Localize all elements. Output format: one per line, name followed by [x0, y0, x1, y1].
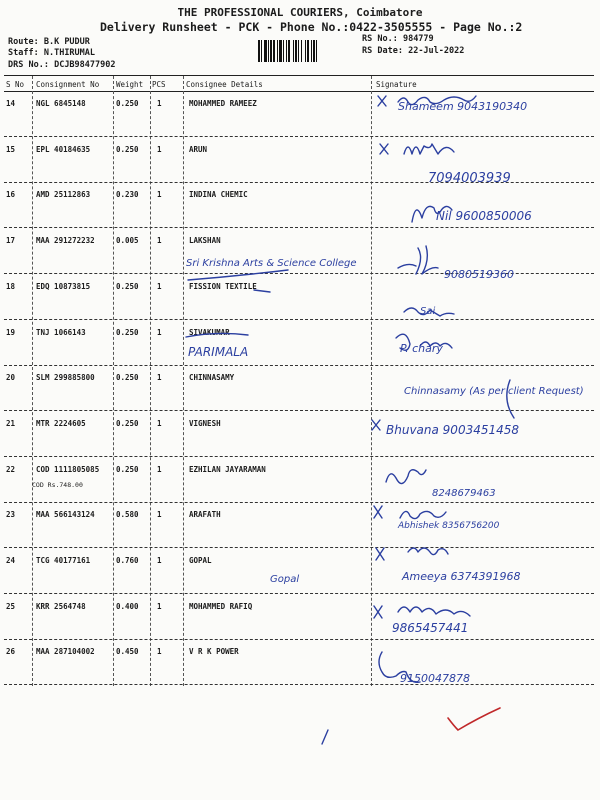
- row-divider: [4, 456, 594, 457]
- rs-date-line: [362, 46, 464, 56]
- barcode-bar: [295, 40, 297, 62]
- row-cod-amount: COD Rs.748.00: [32, 481, 83, 489]
- row-divider: [4, 502, 594, 503]
- route-line: [8, 37, 90, 47]
- row-sno: 14: [6, 99, 16, 108]
- row-divider: [4, 410, 594, 411]
- col-divider: [113, 76, 114, 686]
- row-divider: [4, 593, 594, 594]
- row-consignee: V R K POWER: [189, 647, 239, 656]
- signature-cross-mark: [380, 144, 388, 154]
- row-consignment-no: TNJ 1066143: [36, 328, 86, 337]
- signature-cross-mark: [376, 548, 384, 560]
- signature-scribble: [398, 246, 438, 274]
- handwritten-signature: 9150047878: [400, 672, 470, 685]
- col-divider: [371, 76, 372, 686]
- row-sno: 16: [6, 190, 16, 199]
- row-sno: 24: [6, 556, 16, 565]
- barcode-bar: [298, 40, 299, 62]
- table-header-rule: [4, 91, 594, 92]
- row-consignment-no: EPL 40184635: [36, 145, 91, 154]
- barcode-bar: [316, 40, 317, 62]
- handwritten-signature: Sai: [420, 306, 436, 317]
- row-weight: 0.250: [116, 99, 139, 108]
- company-title: THE PROFESSIONAL COURIERS, Coimbatore: [177, 6, 423, 19]
- signature-cross-mark: [374, 606, 382, 618]
- row-consignment-no: EDQ 10873815: [36, 282, 91, 291]
- row-divider: [4, 639, 594, 640]
- handwritten-signature: Ameeya 6374391968: [402, 570, 521, 583]
- row-weight: 0.230: [116, 190, 139, 199]
- row-pcs: 1: [157, 282, 162, 291]
- drs-line: [8, 60, 116, 70]
- handwritten-note-underline: [188, 270, 288, 280]
- row-weight: 0.250: [116, 328, 139, 337]
- staff-label: Staff:: [8, 48, 39, 58]
- rs-date-label: RS Date:: [362, 46, 403, 56]
- barcode-bar: [264, 40, 267, 62]
- row-pcs: 1: [157, 465, 162, 474]
- handwritten-signature: 9865457441: [392, 621, 469, 635]
- row-pcs: 1: [157, 328, 162, 337]
- row-consignee: VIGNESH: [189, 419, 221, 428]
- row-consignee: ARUN: [189, 145, 208, 154]
- barcode-bar: [279, 40, 282, 62]
- barcode-bar: [273, 40, 275, 62]
- barcode-bar: [258, 40, 260, 62]
- signature-bracket: [507, 380, 514, 418]
- row-divider: [4, 319, 594, 320]
- red-check-mark: [448, 708, 500, 730]
- row-consignee: FISSION TEXTILE: [189, 282, 257, 291]
- handwritten-signature: Chinnasamy (As per client Request): [404, 386, 584, 397]
- signature-scribble: [412, 206, 452, 222]
- row-consignee: INDINA CHEMIC: [189, 190, 248, 199]
- row-divider: [4, 182, 594, 183]
- barcode-bar: [293, 40, 294, 62]
- rs-no-value: 984779: [402, 34, 434, 44]
- row-pcs: 1: [157, 419, 162, 428]
- barcode-bar: [286, 40, 287, 62]
- row-consignee: LAKSHAN: [189, 236, 221, 245]
- row-consignment-no: NGL 6845148: [36, 99, 86, 108]
- signature-scribble: [398, 96, 476, 105]
- barcode-bar: [270, 40, 272, 62]
- barcode-bar: [277, 40, 278, 62]
- rs-no-label: RS No.:: [362, 34, 398, 44]
- signature-scribble: [400, 511, 446, 518]
- barcode-bar: [307, 40, 309, 62]
- row-weight: 0.250: [116, 373, 139, 382]
- row-weight: 0.580: [116, 510, 139, 519]
- barcode-bar: [283, 40, 284, 62]
- handwritten-signature: 8248679463: [432, 488, 496, 499]
- row-sno: 18: [6, 282, 16, 291]
- row-pcs: 1: [157, 602, 162, 611]
- drs-value: DCJB98477902: [54, 60, 116, 70]
- row-consignment-no: KRR 2564748: [36, 602, 86, 611]
- row-consignee: GOPAL: [189, 556, 212, 565]
- row-sno: 26: [6, 647, 16, 656]
- row-pcs: 1: [157, 145, 162, 154]
- row-weight: 0.450: [116, 647, 139, 656]
- row-sno: 19: [6, 328, 16, 337]
- signature-cross-mark: [372, 420, 380, 430]
- row-pcs: 1: [157, 99, 162, 108]
- barcode-bar: [311, 40, 312, 62]
- handwritten-signature: Nil 9600850006: [436, 209, 532, 223]
- col-divider: [183, 76, 184, 686]
- row-consignment-no: MTR 2224605: [36, 419, 86, 428]
- row-weight: 0.400: [116, 602, 139, 611]
- barcode-bar: [261, 40, 262, 62]
- col-header-pcs: PCS: [152, 80, 166, 89]
- row-pcs: 1: [157, 647, 162, 656]
- signature-scribble: [404, 308, 454, 316]
- row-divider: [4, 227, 594, 228]
- signature-scribble: [408, 548, 448, 555]
- signature-cross-mark: [378, 96, 386, 106]
- row-sno: 15: [6, 145, 16, 154]
- drs-label: DRS No.:: [8, 60, 49, 70]
- barcode-bar: [301, 40, 302, 62]
- handwritten-signature: P. chary: [400, 342, 443, 355]
- row-sno: 17: [6, 236, 16, 245]
- handwritten-note: Sri Krishna Arts & Science College: [186, 258, 357, 269]
- route-value: B.K PUDUR: [43, 37, 90, 47]
- row-consignee: ARAFATH: [189, 510, 221, 519]
- row-consignment-no: COD 1111805085: [36, 465, 100, 474]
- col-header-consignee: Consignee Details: [186, 80, 263, 89]
- row-sno: 25: [6, 602, 16, 611]
- row-divider: [4, 273, 594, 274]
- rs-no-line: [362, 34, 434, 44]
- row-consignment-no: MAA 566143124: [36, 510, 95, 519]
- barcode: [258, 40, 358, 62]
- row-weight: 0.760: [116, 556, 139, 565]
- row-pcs: 1: [157, 510, 162, 519]
- staff-value: N.THIRUMAL: [43, 48, 96, 58]
- route-label: Route:: [8, 37, 39, 47]
- signature-scribble: [386, 470, 426, 484]
- barcode-bar: [268, 40, 269, 62]
- row-consignee: EZHILAN JAYARAMAN: [189, 465, 266, 474]
- col-header-consignment: Consignment No: [36, 80, 100, 89]
- handwritten-signature: Abhishek 8356756200: [398, 521, 500, 531]
- row-consignee: CHINNASAMY: [189, 373, 235, 382]
- row-consignee: MOHAMMED RAMEEZ: [189, 99, 257, 108]
- row-pcs: 1: [157, 236, 162, 245]
- row-consignment-no: MAA 291272232: [36, 236, 95, 245]
- signature-cross-mark: [374, 506, 382, 518]
- col-divider: [32, 76, 33, 686]
- col-header-sno: S No: [6, 80, 25, 89]
- row-sno: 22: [6, 465, 16, 474]
- row-weight: 0.250: [116, 145, 139, 154]
- row-weight: 0.250: [116, 282, 139, 291]
- col-header-signature: Signature: [376, 80, 417, 89]
- barcode-bar: [313, 40, 315, 62]
- col-divider: [150, 76, 151, 686]
- row-divider: [4, 684, 594, 685]
- handwritten-signature: Shameem 9043190340: [398, 100, 528, 113]
- row-consignee: SIVAKUMAR: [189, 328, 230, 337]
- rs-date-value: 22-Jul-2022: [408, 46, 465, 56]
- handwritten-signature: Bhuvana 9003451458: [386, 423, 520, 437]
- row-consignee: MOHAMMED RAFIQ: [189, 602, 253, 611]
- row-weight: 0.005: [116, 236, 139, 245]
- handwritten-signature: 7094003939: [428, 171, 511, 186]
- table-top-rule: [4, 75, 594, 76]
- row-divider: [4, 547, 594, 548]
- handwritten-signature: 9080519360: [444, 268, 514, 281]
- row-pcs: 1: [157, 190, 162, 199]
- row-divider: [4, 136, 594, 137]
- row-consignment-no: MAA 287104002: [36, 647, 95, 656]
- row-weight: 0.250: [116, 465, 139, 474]
- row-sno: 21: [6, 419, 16, 428]
- runsheet-title: Delivery Runsheet - PCK - Phone No.:0422-3505555 - Page No.:2: [100, 20, 523, 34]
- staff-line: [8, 48, 95, 58]
- handwritten-note: Gopal: [270, 574, 300, 585]
- signature-scribble: [398, 607, 470, 616]
- stray-pen-mark: [322, 730, 328, 744]
- signature-scribble: [379, 652, 420, 682]
- col-header-weight: Weight: [116, 80, 144, 89]
- signature-scribble: [396, 334, 452, 350]
- row-sno: 23: [6, 510, 16, 519]
- row-consignment-no: AMD 25112863: [36, 190, 91, 199]
- handwritten-note: PARIMALA: [188, 345, 249, 359]
- barcode-bar: [305, 40, 306, 62]
- row-weight: 0.250: [116, 419, 139, 428]
- row-pcs: 1: [157, 373, 162, 382]
- row-divider: [4, 365, 594, 366]
- row-consignment-no: TCG 40177161: [36, 556, 91, 565]
- row-pcs: 1: [157, 556, 162, 565]
- row-sno: 20: [6, 373, 16, 382]
- row-consignment-no: SLM 299885800: [36, 373, 95, 382]
- barcode-bar: [288, 40, 290, 62]
- signature-scribble: [404, 144, 454, 154]
